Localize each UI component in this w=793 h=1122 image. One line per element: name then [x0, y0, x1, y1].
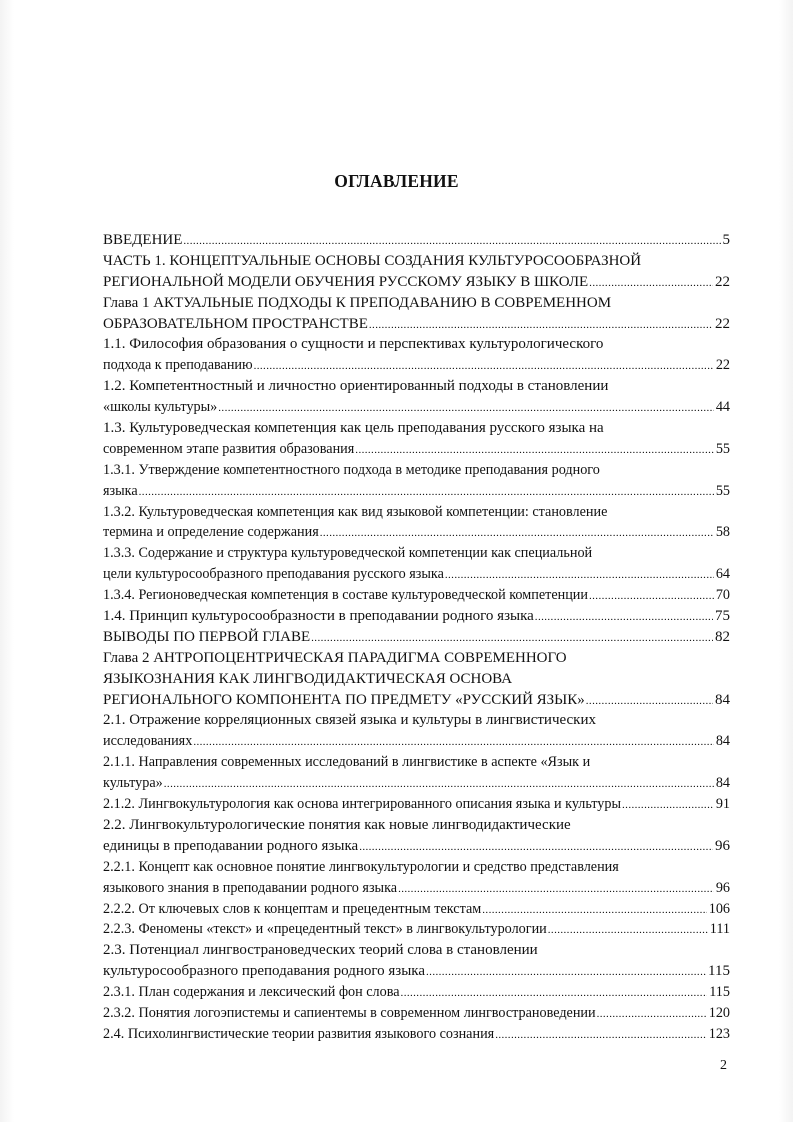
dot-leader — [139, 482, 714, 503]
toc-page-number: 106 — [708, 900, 730, 917]
toc-entry-text: современном этапе развития образования — [103, 440, 355, 457]
toc-entry-1-3[interactable] — [103, 418, 730, 460]
toc-line — [103, 857, 730, 878]
toc-line — [103, 940, 730, 961]
toc-line — [103, 794, 730, 815]
toc-page-number: 120 — [708, 1004, 730, 1021]
toc-entry-part-1[interactable] — [103, 251, 730, 293]
dot-leader — [445, 565, 714, 586]
toc-line — [103, 669, 730, 690]
toc-page-number: 115 — [708, 963, 730, 980]
dot-leader — [535, 607, 713, 628]
toc-entry-2-1[interactable] — [103, 710, 730, 752]
toc-line — [103, 272, 730, 293]
toc-line — [103, 1024, 730, 1045]
toc-entry-text: исследованиях — [103, 733, 193, 750]
dot-leader — [622, 795, 714, 816]
toc-entry-text: подхода к преподаванию — [103, 357, 253, 374]
toc-page-number: 111 — [709, 921, 730, 938]
dot-leader — [218, 398, 714, 419]
toc-line — [103, 522, 730, 543]
toc-entry-text: 2.2.2. От ключевых слов к концептам и прецедентным текстам — [103, 900, 482, 917]
toc-line — [103, 878, 730, 899]
page-title: ОГЛАВЛЕНИЕ — [334, 171, 459, 191]
toc-entry-text: 2.3.2. Понятия логоэпистемы и сапиентемы в современном лингвострановедении — [103, 1004, 596, 1021]
toc-entry-2-1-1[interactable] — [103, 752, 730, 794]
dot-leader — [320, 523, 714, 544]
toc-line — [103, 773, 730, 794]
toc-line — [103, 752, 730, 773]
toc-entry-text: 1.1. Философия образования о сущности и перспективах культурологического — [103, 336, 604, 353]
toc-line — [103, 836, 730, 857]
toc-line — [103, 439, 730, 460]
toc-entry-1-1[interactable] — [103, 334, 730, 376]
toc-line — [103, 543, 730, 564]
toc-page-number: 22 — [715, 357, 730, 374]
toc-page-number: 84 — [715, 733, 730, 750]
toc-entry-text: 1.3.1. Утверждение компетентностного подхода в методике преподавания родного — [103, 461, 600, 478]
dot-leader — [355, 440, 714, 461]
toc-page-number: 96 — [715, 837, 730, 854]
toc-line — [103, 1003, 730, 1024]
dot-leader — [495, 1025, 707, 1046]
toc-page-number: 84 — [715, 691, 730, 708]
toc-entry-1-2[interactable] — [103, 376, 730, 418]
toc-entry-text: ЧАСТЬ 1. КОНЦЕПТУАЛЬНЫЕ ОСНОВЫ СОЗДАНИЯ КУЛЬТУРОСООБРАЗНОЙ — [103, 252, 642, 269]
toc-entry-1-4[interactable] — [103, 606, 730, 627]
toc-line — [103, 481, 730, 502]
toc-entry-text: единицы в преподавании родного языка — [103, 837, 359, 854]
dot-leader — [254, 356, 714, 377]
toc-page-number: 123 — [708, 1025, 730, 1042]
dot-leader — [597, 1004, 707, 1025]
toc-entry-text: 1.3.4. Регионоведческая компетенция в составе культуроведческой компетенции — [103, 587, 588, 604]
toc-entry-text: 2.4. Психолингвистические теории развития языкового сознания — [103, 1025, 495, 1042]
toc-entry-1-3-4[interactable] — [103, 585, 730, 606]
toc-entry-conclusions-1[interactable] — [103, 627, 730, 648]
toc-entry-text: 2.2.1. Концепт как основное понятие лингвокультурологии и средство представления — [103, 858, 619, 875]
toc-line — [103, 397, 730, 418]
toc-entry-text: культуросообразного преподавания родного языка — [103, 963, 426, 980]
toc-entry-text: 2.2.3. Феномены «текст» и «прецедентный текст» в лингвокультурологии — [103, 921, 547, 938]
dot-leader — [398, 879, 714, 900]
toc-entry-text: 1.3.2. Культуроведческая компетенция как вид языковой компетенции: становление — [103, 503, 608, 520]
dot-leader — [482, 900, 706, 921]
toc-entry-2-1-2[interactable] — [103, 794, 730, 815]
toc-line — [103, 251, 730, 272]
toc-entry-chapter-1[interactable] — [103, 293, 730, 335]
toc-entry-text: РЕГИОНАЛЬНОЙ МОДЕЛИ ОБУЧЕНИЯ РУССКОМУ ЯЗЫКУ В ШКОЛЕ — [103, 273, 589, 290]
toc-entry-text: ВЫВОДЫ ПО ПЕРВОЙ ГЛАВЕ — [103, 628, 311, 645]
toc-line — [103, 376, 730, 397]
dot-leader — [369, 315, 713, 336]
toc-entry-introduction[interactable] — [103, 230, 730, 251]
page-number: 2 — [720, 1058, 727, 1073]
dot-leader — [401, 983, 708, 1004]
toc-entry-2-2-3[interactable] — [103, 919, 730, 940]
toc-page-number: 5 — [722, 232, 730, 248]
toc-line — [103, 334, 730, 355]
dot-leader — [359, 837, 713, 858]
toc-page-number: 115 — [709, 984, 730, 1001]
toc-page-number: 91 — [715, 796, 730, 813]
toc-line — [103, 627, 730, 648]
dot-leader — [426, 962, 706, 983]
toc-page-number: 64 — [715, 566, 730, 583]
toc-line — [103, 690, 730, 711]
toc-entry-text: языка — [103, 482, 138, 499]
toc-entry-text: 2.2. Лингвокультурологические понятия как новые лингводидактические — [103, 816, 571, 833]
toc-entry-2-2[interactable] — [103, 815, 730, 857]
dot-leader — [548, 920, 708, 941]
toc-entry-1-3-3[interactable] — [103, 543, 730, 585]
toc-page-number: 58 — [715, 524, 730, 541]
dot-leader — [193, 732, 714, 753]
toc-entry-1-3-1[interactable] — [103, 460, 730, 502]
toc-entry-text: 1.3.3. Содержание и структура культуроведческой компетенции как специальной — [103, 545, 593, 562]
toc-entry-2-3[interactable] — [103, 940, 730, 982]
toc-entry-text: РЕГИОНАЛЬНОГО КОМПОНЕНТА ПО ПРЕДМЕТУ «РУССКИЙ ЯЗЫК» — [103, 691, 585, 708]
toc-entry-text: 2.3.1. План содержания и лексический фон слова — [103, 984, 400, 1001]
toc-page-number: 55 — [715, 482, 730, 499]
toc-line — [103, 230, 730, 251]
dot-leader — [311, 628, 713, 649]
toc-page-number: 82 — [715, 628, 730, 645]
toc-line — [103, 731, 730, 752]
toc-entry-2-2-2[interactable] — [103, 899, 730, 920]
toc-entry-text: 2.1.2. Лингвокультурология как основа интегрированного описания языка и культуры — [103, 796, 622, 813]
toc-line — [103, 899, 730, 920]
dot-leader — [164, 774, 714, 795]
toc-entry-text: языкового знания в преподавании родного языка — [103, 879, 398, 896]
toc-page-number: 70 — [715, 587, 730, 604]
toc-page-number: 44 — [715, 399, 730, 416]
toc-entry-2-3-2[interactable] — [103, 1003, 730, 1024]
toc-entry-2-2-1[interactable] — [103, 857, 730, 899]
toc-entry-text: цели культуросообразного преподавания русского языка — [103, 566, 444, 583]
toc-page-number: 22 — [715, 315, 730, 332]
toc-entry-text: 2.1. Отражение корреляционных связей языка и культуры в лингвистических — [103, 712, 597, 729]
table-of-contents — [103, 230, 730, 1045]
toc-line — [103, 648, 730, 669]
toc-entry-text: термина и определение содержания — [103, 524, 319, 541]
toc-line — [103, 502, 730, 523]
toc-entry-text: «школы культуры» — [103, 399, 218, 416]
toc-line — [103, 919, 730, 940]
toc-entry-text: 1.2. Компетентностный и личностно ориентированный подходы в становлении — [103, 378, 609, 395]
toc-line — [103, 314, 730, 335]
toc-page-number: 84 — [715, 775, 730, 792]
toc-line — [103, 418, 730, 439]
toc-page-number: 96 — [715, 879, 730, 896]
toc-line — [103, 606, 730, 627]
toc-line — [103, 355, 730, 376]
toc-entry-text: Глава 2 АНТРОПОЦЕНТРИЧЕСКАЯ ПАРАДИГМА СОВРЕМЕННОГО — [103, 649, 567, 666]
toc-line — [103, 585, 730, 606]
toc-entry-text: ВВЕДЕНИЕ — [103, 232, 183, 248]
toc-line — [103, 564, 730, 585]
toc-entry-text: ЯЗЫКОЗНАНИЯ КАК ЛИНГВОДИДАКТИЧЕСКАЯ ОСНОВА — [103, 670, 513, 687]
toc-line — [103, 710, 730, 731]
toc-entry-text: 2.1.1. Направления современных исследований в лингвистике в аспекте «Язык и — [103, 754, 591, 771]
dot-leader — [589, 273, 713, 294]
toc-entry-text: 1.3. Культуроведческая компетенция как цель преподавания русского языка на — [103, 420, 604, 437]
toc-entry-text: 2.3. Потенциал лингвострановедческих теорий слова в становлении — [103, 942, 538, 959]
toc-page-number: 22 — [715, 273, 730, 290]
toc-line — [103, 982, 730, 1003]
dot-leader — [183, 231, 720, 252]
toc-line — [103, 815, 730, 836]
toc-page-number: 75 — [715, 608, 730, 625]
toc-entry-text: ОБРАЗОВАТЕЛЬНОМ ПРОСТРАНСТВЕ — [103, 315, 368, 332]
toc-line — [103, 961, 730, 982]
toc-entry-chapter-2[interactable] — [103, 648, 730, 711]
toc-entry-text: Глава 1 АКТУАЛЬНЫЕ ПОДХОДЫ К ПРЕПОДАВАНИЮ В СОВРЕМЕННОМ — [103, 294, 612, 311]
toc-line — [103, 293, 730, 314]
toc-line — [103, 460, 730, 481]
dot-leader — [589, 586, 714, 607]
toc-entry-2-3-1[interactable] — [103, 982, 730, 1003]
toc-entry-text: 1.4. Принцип культуросообразности в преподавании родного языка — [103, 608, 534, 625]
dot-leader — [586, 691, 713, 712]
toc-page-number: 55 — [715, 440, 730, 457]
toc-entry-2-4[interactable] — [103, 1024, 730, 1045]
toc-entry-text: культура» — [103, 775, 163, 792]
toc-entry-1-3-2[interactable] — [103, 502, 730, 544]
